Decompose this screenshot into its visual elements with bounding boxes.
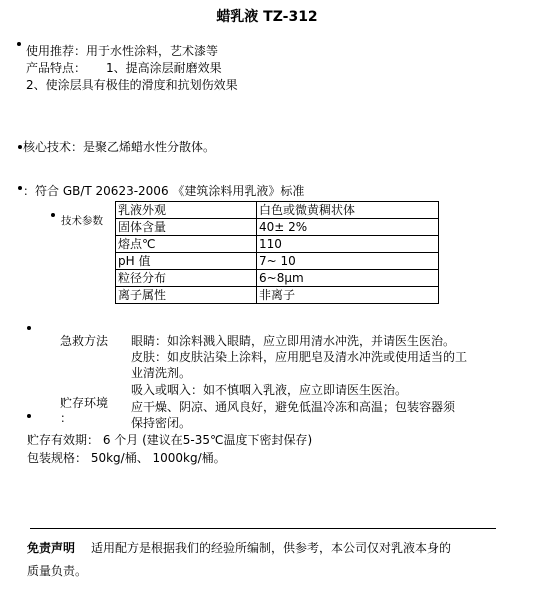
first-aid-inhale: 吸入或咽入：如不慎咽入乳液，应立即请医生医治。	[131, 383, 408, 397]
storage-label: 贮存环境	[60, 396, 109, 410]
property-value: 非离子	[257, 287, 439, 304]
tech-params-label: 技术参数	[61, 215, 103, 227]
bullet-storage	[27, 414, 31, 418]
storage-line-2: 保持密闭。	[131, 416, 192, 430]
packaging-text: 包装规格： 50kg/桶、 1000kg/桶。	[27, 451, 226, 465]
first-aid-label: 急救方法	[60, 334, 109, 348]
core-tech-text: 核心技术：是聚乙烯蜡水性分散体。	[23, 140, 216, 154]
property-name: 离子属性	[116, 287, 257, 304]
table-row	[116, 287, 439, 304]
table-row	[116, 202, 439, 219]
section-divider	[30, 528, 496, 529]
table-row	[116, 270, 439, 287]
storage-line-1: 应干燥、阴凉、通风良好，避免低温冷冻和高温；包装容器须	[131, 400, 456, 414]
property-value: 白色或微黄稠状体	[257, 202, 439, 219]
property-name: 熔点℃	[116, 236, 257, 253]
disclaimer-label: 免责声明	[27, 541, 76, 555]
standard-text: ：符合 GB/T 20623-2006 《建筑涂料用乳液》标准	[23, 184, 305, 198]
bullet-standard	[18, 186, 22, 190]
property-name: pH 值	[116, 253, 257, 270]
first-aid-eyes: 眼睛：如涂料溅入眼睛，应立即用清水冲洗，并请医生医治。	[131, 334, 456, 348]
table-row	[116, 253, 439, 270]
first-aid-skin-line-2: 业清洗剂。	[131, 366, 192, 380]
bullet-core-tech	[18, 145, 22, 149]
property-name: 乳液外观	[116, 202, 257, 219]
properties-table	[115, 201, 439, 304]
table-row	[116, 219, 439, 236]
property-name: 粒径分布	[116, 270, 257, 287]
storage-colon: ：	[60, 411, 73, 425]
bullet-first-aid	[27, 326, 31, 330]
bullet-usage	[17, 42, 21, 46]
property-value: 110	[257, 236, 439, 253]
page-title: 蜡乳液 TZ-312	[216, 9, 318, 25]
shelf-life-text: 贮存有效期： 6 个月 (建议在5-35℃温度下密封保存)	[27, 433, 313, 447]
features-item-1: 1、提高涂层耐磨效果	[106, 61, 222, 75]
table-row	[116, 236, 439, 253]
first-aid-skin-line-1: 皮肤：如皮肤沾染上涂料，应用肥皂及清水冲洗或使用适当的工	[131, 350, 468, 364]
property-value: 40± 2%	[257, 219, 439, 236]
property-value: 6~8μm	[257, 270, 439, 287]
property-name: 固体含量	[116, 219, 257, 236]
disclaimer-line-1: 适用配方是根据我们的经验所编制，供参考，本公司仅对乳液本身的	[91, 541, 452, 555]
disclaimer-line-2: 质量负责。	[27, 564, 88, 578]
property-value: 7~ 10	[257, 253, 439, 270]
usage-text: 使用推荐：用于水性涂料，艺术漆等	[26, 44, 219, 58]
features-label: 产品特点：	[26, 61, 87, 75]
features-item-2: 2、使涂层具有极佳的滑度和抗划伤效果	[26, 78, 238, 92]
bullet-tech-params	[51, 213, 55, 217]
